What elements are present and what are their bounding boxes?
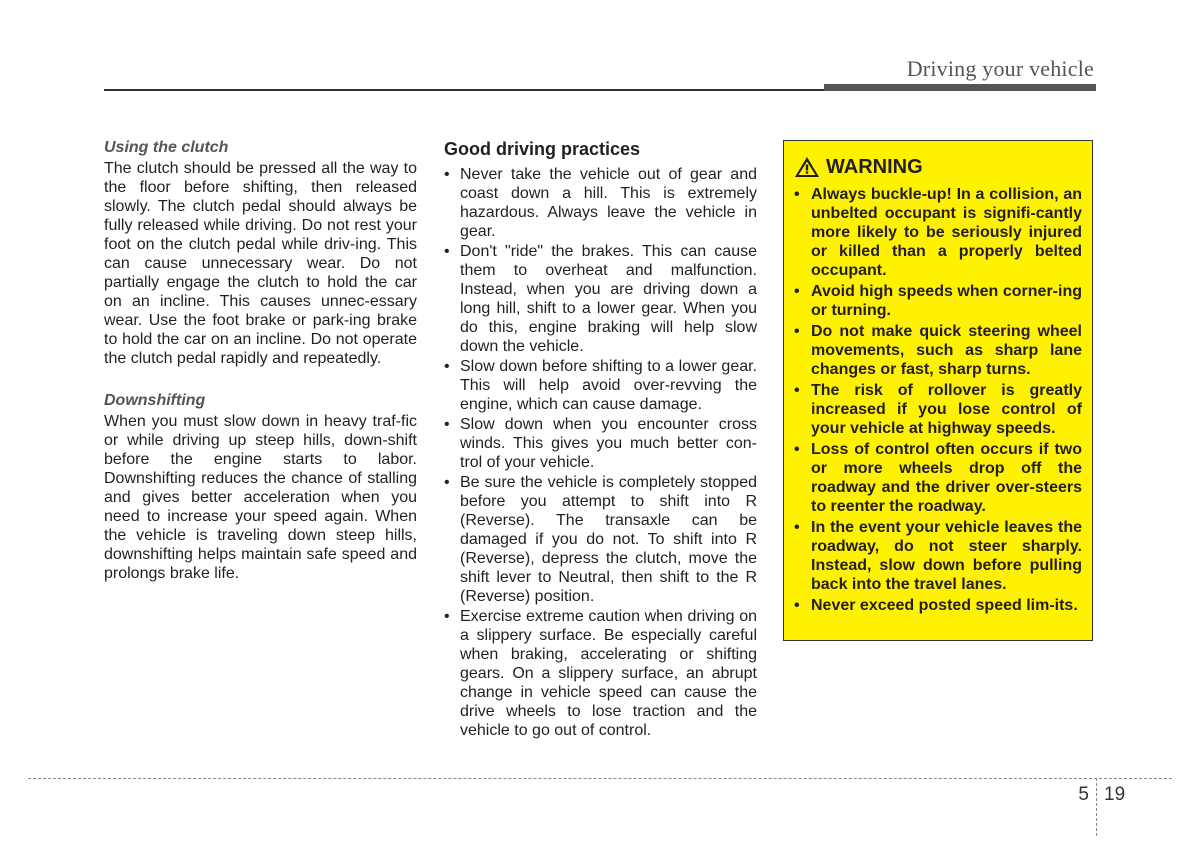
warning-item: • Never exceed posted speed lim-its. [794,596,1082,615]
downshifting-paragraph: When you must slow down in heavy traf-fic or while driving up steep hills, down-shift before the engine starts to labor. Downshifting reduces the chance of stalling and gives better acceleration when you need to increase your speed again. When the vehicle is traveling down steep hills, downshifting helps maintain safe speed and prolongs brake life. [104,413,417,582]
warning-triangle-icon [794,156,820,178]
warning-title [794,155,1082,179]
page-number: 19 [1104,784,1126,805]
page-chapter-number: 5 [1078,784,1089,805]
list-item: • Be sure the vehicle is completely stopped before you attempt to shift into R (Reverse). The transaxle can be damaged if you do not. To shift into R (Reverse), depress the clutch, move the shift lever to Neutral, then shift to the R (Reverse) position. [444,473,757,606]
section-heading-clutch: Using the clutch [104,139,229,156]
header-title: Driving your vehicle [906,56,1094,81]
list-item: • Slow down when you encounter cross winds. This gives you much better con-trol of your vehicle. [444,415,757,472]
warning-list [794,185,1082,615]
warning-item: • Always buckle-up! In a collision, an unbelted occupant is signifi-cantly more likely to be seriously injured or killed than a properly belted occupant. [794,185,1082,280]
warning-box [783,140,1093,641]
warning-title-text: WARNING [826,156,923,178]
warning-item: • The risk of rollover is greatly increased if you lose control of your vehicle at highway speeds. [794,381,1082,438]
middle-column [444,138,757,741]
header-rule [104,89,824,91]
warning-item: • In the event your vehicle leaves the roadway, do not steer sharply. Instead, slow down before pulling back into the travel lanes. [794,518,1082,594]
section-heading-driving-practices: Good driving practices [444,139,641,159]
header-rule-accent [824,84,1096,91]
left-column [104,138,417,606]
list-item: • Don't "ride" the brakes. This can cause them to overheat and malfunction. Instead, when you are driving down a long hill, shift to a lower gear. When you do this, engine braking will help slow down the vehicle. [444,242,757,356]
list-item: • Exercise extreme caution when driving on a slippery surface. Be especially careful when braking, accelerating or shifting gears. On a slippery surface, an abrupt change in vehicle speed can cause the drive wheels to lose traction and the vehicle to go out of control. [444,607,757,740]
clutch-section [104,138,417,368]
warning-item: • Do not make quick steering wheel movements, such as sharp lane changes or fast, sharp turns. [794,322,1082,379]
list-item: • Slow down before shifting to a lower gear. This will help avoid over-revving the engine, which can cause damage. [444,357,757,414]
footer-divider [28,778,1172,779]
section-heading-downshifting: Downshifting [104,392,206,409]
clutch-paragraph: The clutch should be pressed all the way to the floor before shifting, then released slowly. The clutch pedal should always be fully released while driving. Do not rest your foot on the clutch pedal while driv-ing. This can cause unnecessary wear. Do not partially engage the clutch to hold the car on an incline. This causes unnec-essary wear. Use the foot brake or park-ing brake to hold the car on an incline. Do not operate the clutch pedal rapidly and repeatedly. [104,160,417,367]
footer-page-divider [1096,778,1097,836]
warning-item: • Loss of control often occurs if two or more wheels drop off the roadway and the driver over-steers to reenter the roadway. [794,440,1082,516]
downshifting-section [104,391,417,583]
warning-item: • Avoid high speeds when corner-ing or turning. [794,282,1082,320]
driving-practices-list [444,165,757,740]
list-item: • Never take the vehicle out of gear and coast down a hill. This is extremely hazardous. Always leave the vehicle in gear. [444,165,757,241]
